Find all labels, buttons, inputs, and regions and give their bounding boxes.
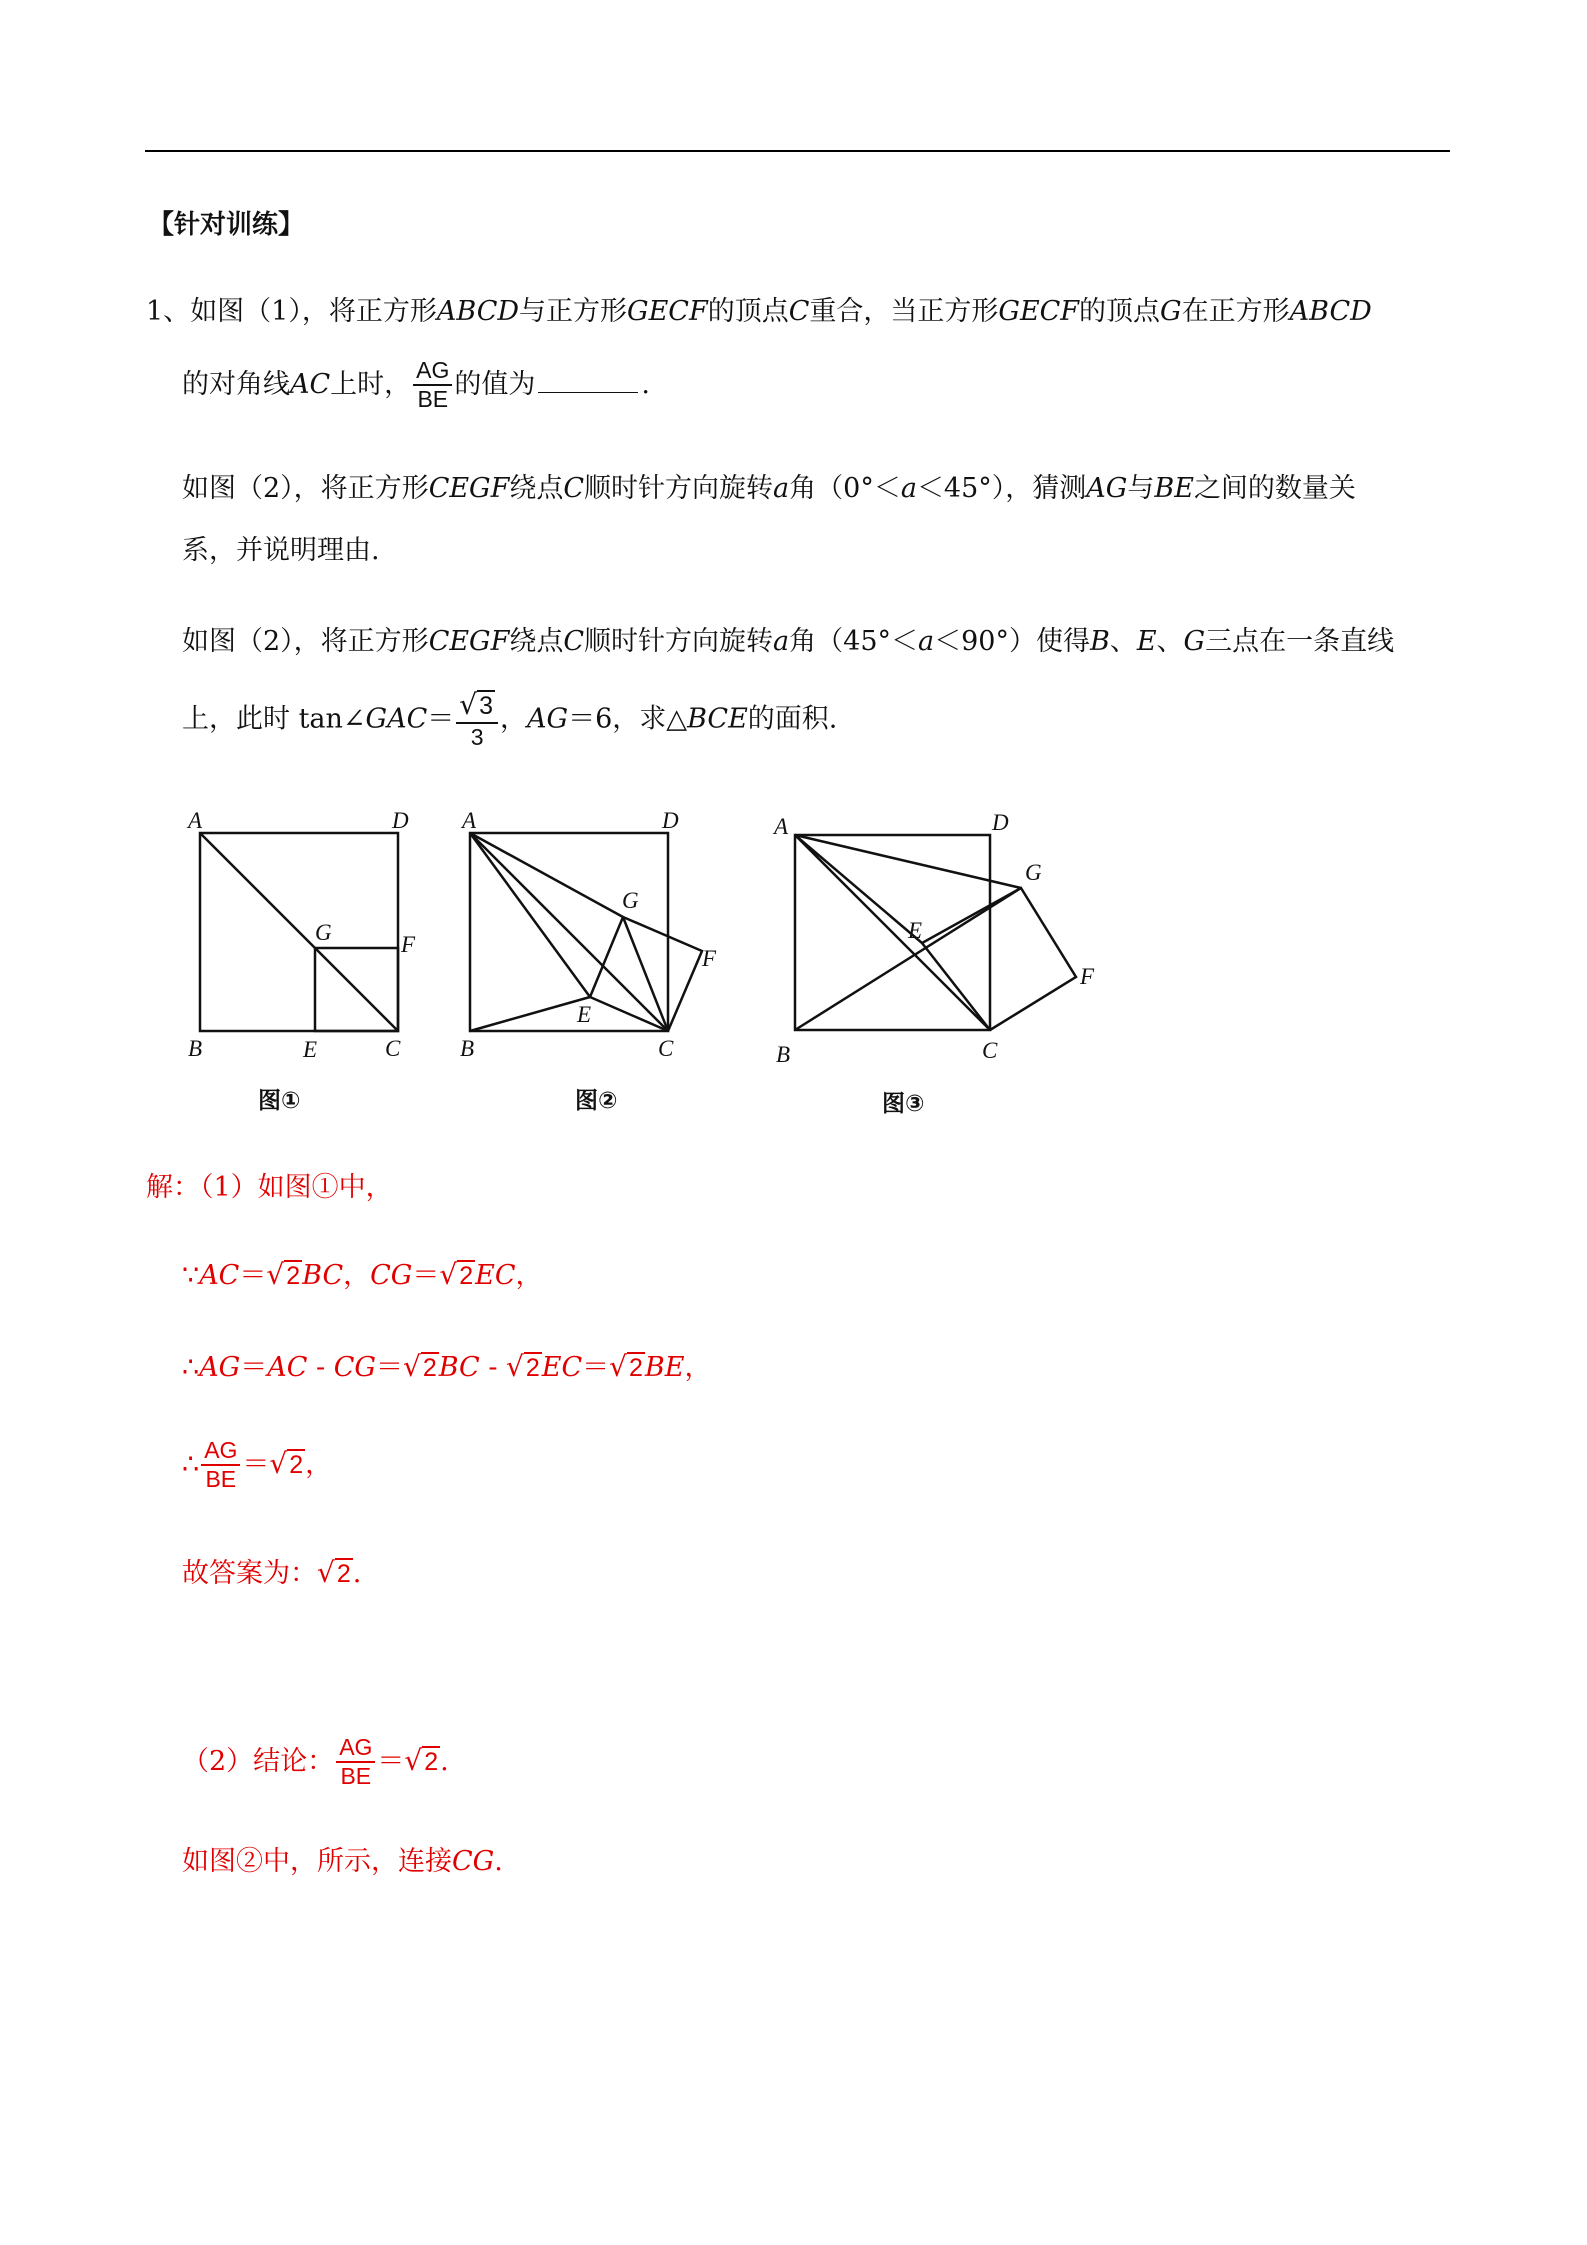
fig2-label-f: F	[702, 946, 717, 971]
figure-2-caption: 图②	[575, 1088, 618, 1114]
fig1-label-a: A	[188, 808, 203, 833]
fraction-ag-be: $\frac{AG}{BE}$	[413, 358, 452, 413]
problem-part2-line-2: 系，并说明理由.	[182, 535, 380, 566]
problem-line-2: 的对角线AC上时， $\frac{AG}{BE}$ 的值为 .	[182, 357, 650, 413]
problem-part3-line-1: 如图（2），将正方形CEGF绕点C顺时针方向旋转a角（45°＜a＜90°）使得B、E、G三点在一条直线	[182, 626, 1395, 657]
fig3-label-d: D	[992, 810, 1009, 835]
fig3-label-e: E	[908, 918, 923, 943]
fig2-label-c: C	[658, 1036, 674, 1061]
fig3-label-g: G	[1025, 860, 1042, 885]
fig2-label-g: G	[622, 888, 639, 913]
header-rule	[145, 150, 1450, 152]
solution-part2-step: 如图②中，所示，连接CG.	[182, 1846, 503, 1877]
fig1-label-e: E	[303, 1037, 318, 1062]
fig3-label-c: C	[982, 1038, 998, 1063]
section-title: 【针对训练】	[148, 210, 305, 240]
fig1-label-d: D	[392, 808, 409, 833]
fig3-label-b: B	[776, 1042, 791, 1067]
solution-line-3: ∴ $\frac{AG}{BE}$ ＝√2，	[182, 1437, 333, 1493]
geometry-figures	[180, 800, 1120, 1120]
solution-part2-conclusion: （2）结论： $\frac{AG}{BE}$ ＝√2.	[182, 1734, 449, 1790]
solution-line-2: ∴AG＝AC - CG＝√2BC - √2EC＝√2BE，	[182, 1350, 712, 1383]
fig2-label-a: A	[462, 808, 477, 833]
fig1-label-c: C	[385, 1036, 401, 1061]
fig1-label-g: G	[315, 920, 332, 945]
fig2-label-d: D	[662, 808, 679, 833]
solution-intro: 解：（1）如图①中，	[146, 1172, 393, 1203]
answer-blank	[538, 391, 638, 393]
fig2-label-b: B	[460, 1036, 475, 1061]
solution-line-1: ∵AC＝√2BC，CG＝√2EC，	[182, 1258, 543, 1291]
fig1-label-f: F	[401, 932, 416, 957]
fig2-label-e: E	[577, 1002, 592, 1027]
fig3-label-f: F	[1080, 964, 1095, 989]
problem-part2-line-1: 如图（2），将正方形CEGF绕点C顺时针方向旋转a角（0°＜a＜45°），猜测AG与BE之间的数量关	[182, 473, 1356, 504]
solution-answer: 故答案为：√2.	[182, 1556, 362, 1589]
problem-part3-line-2: 上，此时 tan∠GAC＝ $\frac{√3}{3}$ ，AG＝6，求△BCE的面积.	[182, 688, 838, 750]
figure-1-caption: 图①	[258, 1088, 301, 1114]
fig1-label-b: B	[188, 1036, 203, 1061]
fig3-label-a: A	[774, 814, 789, 839]
figure-3-caption: 图③	[882, 1091, 925, 1117]
figure-1	[200, 833, 398, 1031]
problem-line-1: 1、如图（1），将正方形ABCD与正方形GECF的顶点C重合，当正方形GECF的顶点G在正方形ABCD	[146, 296, 1372, 327]
fraction-sqrt3-over-3: $\frac{√3}{3}$	[456, 690, 498, 750]
